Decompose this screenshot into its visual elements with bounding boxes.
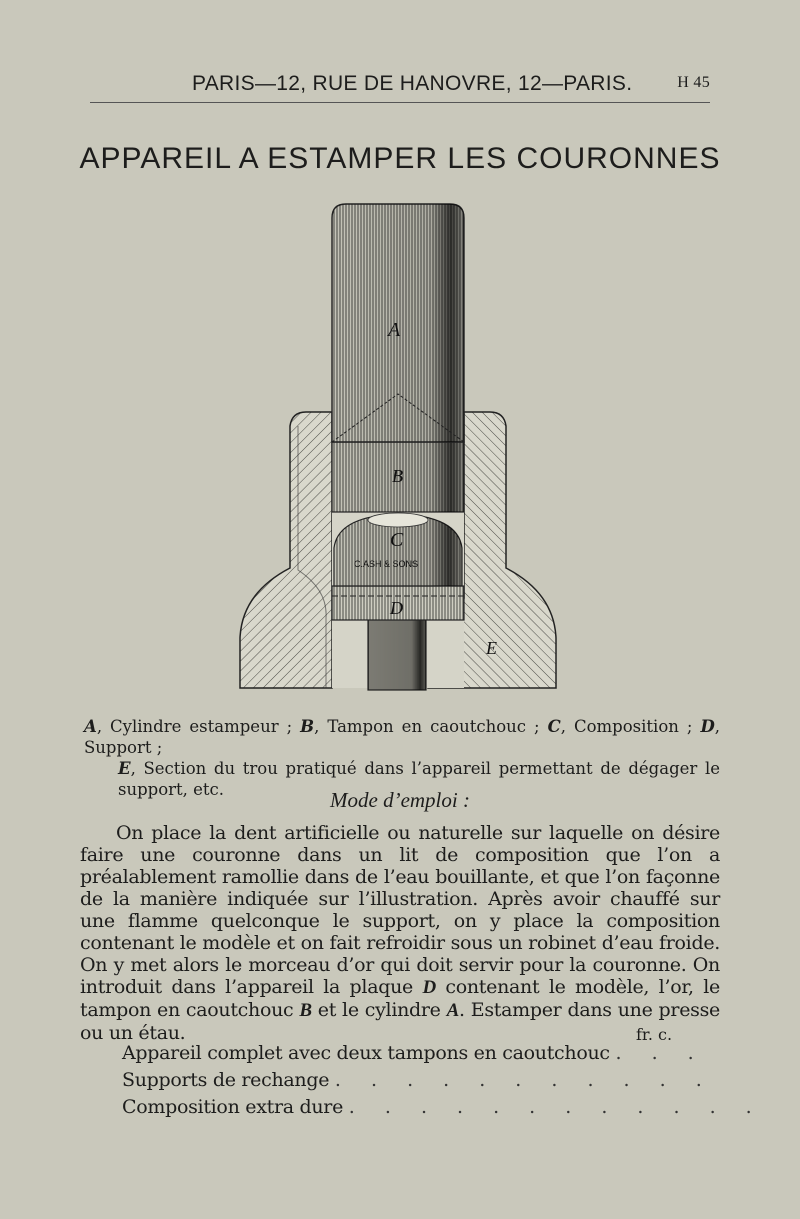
instructions-paragraph: On place la dent artificielle ou naturelle sur laquelle on désire faire une couronne dans un lit de composition que l’on a préalablement ramollie dans de l’eau bouillante, et que l’on façonne de la manière indiquée sur l’illustration. Après avoir chauffé sur une flamme quelconque le support, on y place la composition contenant le modèle et on fait refroidir sous un robinet d’eau froide. On y met alors le morceau d’or qui doit servir pour la couronne. On introduit dans l’appareil la plaque D contenant le modèle, l’or, le tampon en caoutchouc B et le cylindre A. Estamper dans une presse ou un étau. xyxy=(80,822,720,1044)
header-rule xyxy=(90,102,710,103)
header-address: PARIS—12, RUE DE HANOVRE, 12—PARIS. xyxy=(192,72,633,95)
page-number: H 45 xyxy=(677,74,710,91)
label-b: B xyxy=(392,466,403,486)
caption-letter-c: C xyxy=(547,717,561,736)
caption-letter-b: B xyxy=(300,717,315,736)
list-item: Appareil complet avec deux tampons en caoutchouc . . . xyxy=(122,1042,706,1064)
page-title: APPAREIL A ESTAMPER LES COURONNES xyxy=(79,142,721,175)
figure-caption: A, Cylindre estampeur ; B, Tampon en caoutchouc ; C, Composition ; D, Support ; E, Section du trou pratiqué dans l’appareil permettant de dégager le support, etc. xyxy=(84,717,720,799)
price-list xyxy=(122,1040,764,1121)
apparatus-illustration xyxy=(228,198,568,703)
label-c: C xyxy=(390,529,404,551)
body-left-section xyxy=(240,412,332,688)
label-a: A xyxy=(388,319,401,341)
caption-letter-d: D xyxy=(700,717,715,736)
label-e: E xyxy=(486,638,497,658)
list-item: Composition extra dure . . . . . . . . . . . . xyxy=(122,1096,764,1118)
label-d: D xyxy=(390,598,403,618)
list-item: Supports de rechange . . . . . . . . . . . xyxy=(122,1069,714,1091)
caption-letter-a: A xyxy=(84,717,97,736)
stamp-mark: C.ASH & SONS xyxy=(354,559,419,569)
price-unit-header: fr. c. xyxy=(636,1025,673,1044)
caption-letter-e: E xyxy=(118,759,131,778)
section-subtitle: Mode d’emploi : xyxy=(330,788,470,812)
